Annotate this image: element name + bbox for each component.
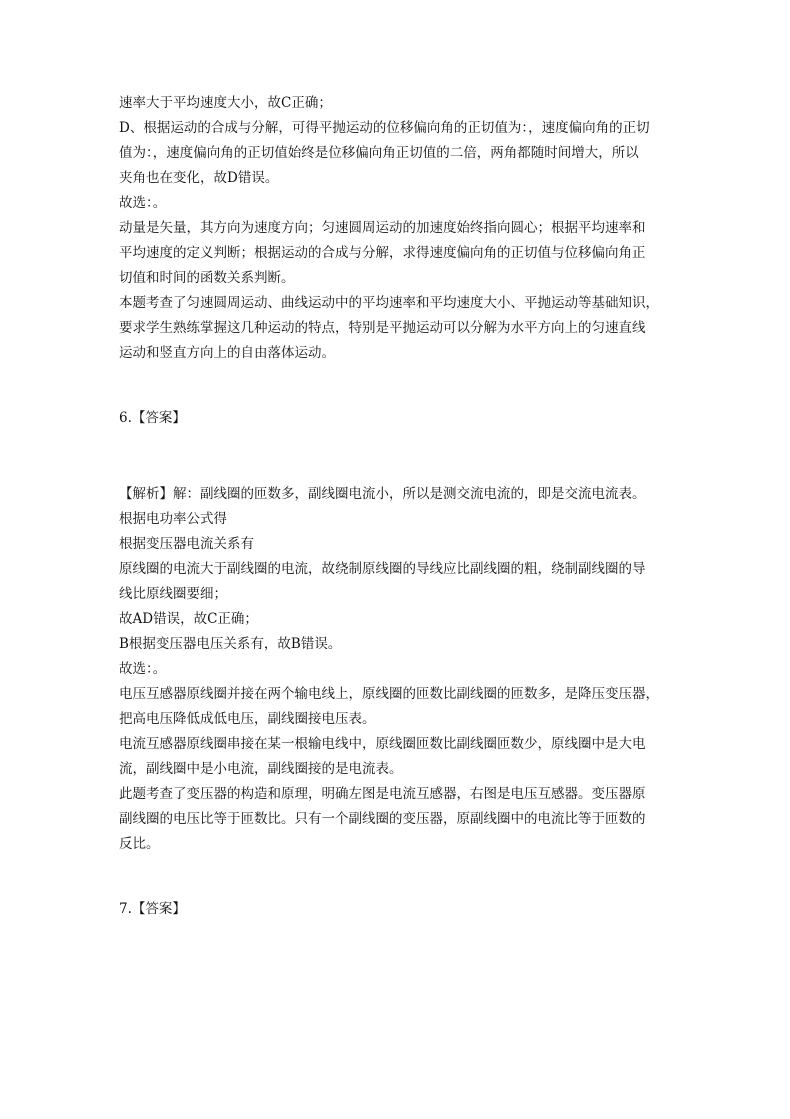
paragraph-line: 故选：。 bbox=[119, 661, 167, 677]
paragraph-line: 运动和竖直方向上的自由落体运动。 bbox=[119, 345, 335, 361]
paragraph-line: 电压互感器原线圈并接在两个输电线上，原线圈的匝数比副线圈的匝数多，是降压变压器， bbox=[119, 686, 659, 702]
paragraph-line: 夹角也在变化，故D错误。 bbox=[119, 170, 279, 186]
answer-heading-7: 7.【答案】 bbox=[119, 901, 186, 917]
paragraph-line: 流，副线圈中是小电流，副线圈接的是电流表。 bbox=[119, 761, 403, 777]
paragraph-line: 此题考查了变压器的构造和原理，明确左图是电流互感器，右图是电压互感器。变压器原 bbox=[119, 786, 646, 802]
paragraph-line: 根据变压器电流关系有 bbox=[119, 536, 254, 552]
paragraph-line: 动量是矢量，其方向为速度方向；匀速圆周运动的加速度始终指向圆心；根据平均速率和 bbox=[119, 220, 646, 236]
paragraph-line: 把高电压降低成低电压，副线圈接电压表。 bbox=[119, 711, 376, 727]
paragraph-line: B根据变压器电压关系有，故B错误。 bbox=[119, 636, 342, 652]
paragraph-line: 本题考查了匀速圆周运动、曲线运动中的平均速率和平均速度大小、平抛运动等基础知识， bbox=[119, 295, 659, 311]
paragraph-line: 故选：。 bbox=[119, 195, 167, 211]
paragraph-line: D、根据运动的合成与分解，可得平抛运动的位移偏向角的正切值为：，速度偏向角的正切 bbox=[119, 120, 650, 136]
paragraph-line: 速率大于平均速度大小，故C正确； bbox=[119, 95, 332, 111]
paragraph-line: 【解析】解：副线圈的匝数多，副线圈电流小，所以是测交流电流的，即是交流电流表。 bbox=[119, 486, 646, 502]
spacer bbox=[119, 366, 679, 406]
paragraph-line: 切值和时间的函数关系判断。 bbox=[119, 270, 295, 286]
paragraph-line: 反比。 bbox=[119, 836, 160, 852]
paragraph-line: 线比原线圈要细； bbox=[119, 586, 227, 602]
answer-heading-6: 6.【答案】 bbox=[119, 410, 186, 426]
paragraph-line: 根据电功率公式得 bbox=[119, 511, 227, 527]
paragraph-line: 平均速度的定义判断；根据运动的合成与分解，求得速度偏向角的正切值与位移偏向角正 bbox=[119, 245, 646, 261]
paragraph-line: 副线圈的电压比等于匝数比。只有一个副线圈的变压器，原副线圈中的电流比等于匝数的 bbox=[119, 811, 646, 827]
paragraph-line: 故AD错误，故C正确； bbox=[119, 611, 258, 627]
paragraph-line: 原线圈的电流大于副线圈的电流，故绕制原线圈的导线应比副线圈的粗，绕制副线圈的导 bbox=[119, 561, 646, 577]
paragraph-line: 值为：，速度偏向角的正切值始终是位移偏向角正切值的二倍，两角都随时间增大，所以 bbox=[119, 145, 639, 161]
document-content bbox=[119, 91, 679, 922]
spacer bbox=[119, 857, 679, 897]
paragraph-line: 电流互感器原线圈串接在某一根输电线中，原线圈匝数比副线圈匝数少，原线圈中是大电 bbox=[119, 736, 646, 752]
paragraph-line: 要求学生熟练掌握这几种运动的特点，特别是平抛运动可以分解为水平方向上的匀速直线 bbox=[119, 320, 646, 336]
spacer bbox=[119, 431, 679, 482]
